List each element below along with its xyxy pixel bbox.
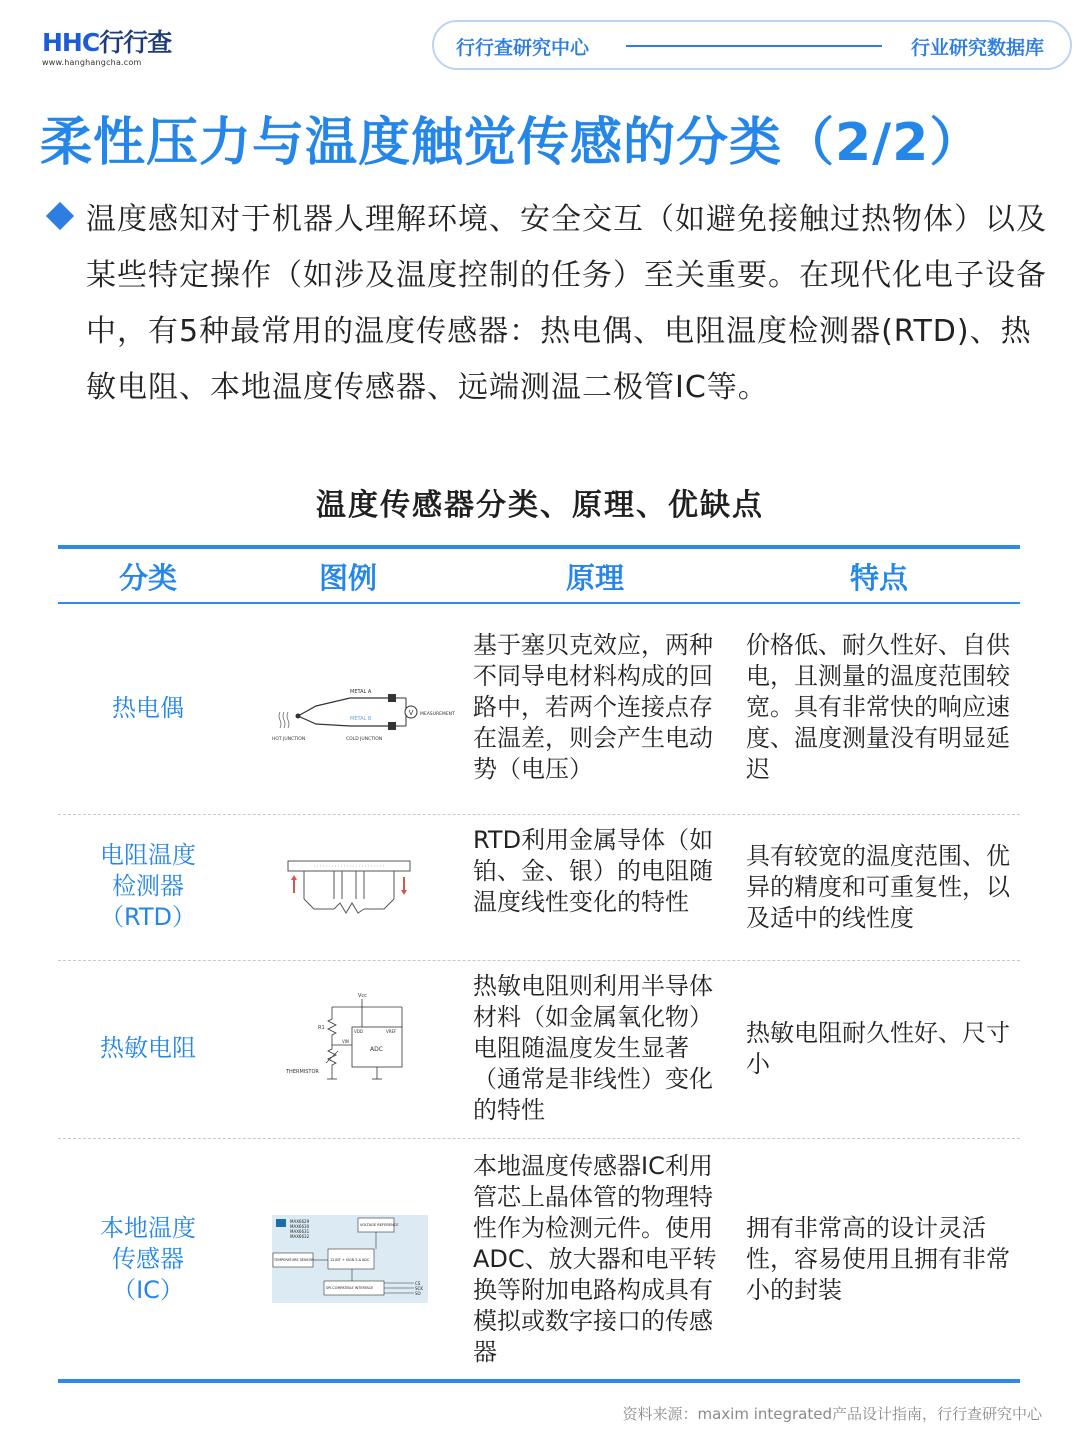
part-label: MAX6631 bbox=[290, 1229, 310, 1234]
row-principle: 热敏电阻则利用半导体材料（如金属氧化物）电阻随温度发生显著（通常是非线性）变化的特性 bbox=[473, 972, 713, 1124]
table-row bbox=[58, 961, 1020, 1137]
logo-url: www.hanghangcha.com bbox=[42, 58, 142, 67]
ic-block-diagram bbox=[272, 1215, 432, 1307]
hot-junction-label: HOT JUNCTION bbox=[272, 737, 306, 742]
table-row bbox=[58, 1139, 1020, 1377]
header-category: 分类 bbox=[118, 561, 177, 595]
row-principle: 基于塞贝克效应，两种不同导电材料构成的回路中，若两个连接点存在温差，则会产生电动势（电压） bbox=[473, 631, 713, 783]
temperature-sensor-label: TEMPERATURE SENSOR bbox=[274, 1258, 314, 1262]
metal-b-label: METAL B bbox=[350, 716, 372, 722]
vref-label: VREF bbox=[386, 1029, 397, 1034]
header-banner bbox=[432, 20, 1072, 70]
logo-cn: 行行查 bbox=[99, 28, 172, 57]
part-label: MAX6629 bbox=[290, 1219, 310, 1224]
row-features: 具有较宽的温度范围、优异的精度和可重复性，以及适中的线性度 bbox=[746, 842, 1010, 932]
pin-label: CS bbox=[415, 1281, 421, 1286]
table-row bbox=[58, 815, 1020, 959]
row-features: 拥有非常高的设计灵活性，容易使用且拥有非常小的封装 bbox=[746, 1214, 1010, 1304]
cold-junction-label: COLD JUNCTION bbox=[346, 737, 383, 742]
vcc-label: Vcc bbox=[358, 993, 367, 999]
row-category: 热敏电阻 bbox=[100, 1034, 196, 1062]
row-features: 价格低、耐久性好、自供电，且测量的温度范围较宽。具有非常快的响应速度、温度测量没有明显延迟 bbox=[746, 631, 1010, 783]
row-principle: 本地温度传感器IC利用管芯上晶体管的物理特性作为检测元件。使用ADC、放大器和电平转换等附加电路构成具有模拟或数字接口的传感器 bbox=[473, 1152, 717, 1366]
header-features: 特点 bbox=[849, 561, 908, 595]
row-category: 电阻温度 检测器 （RTD） bbox=[99, 841, 197, 931]
logo bbox=[42, 28, 192, 74]
pin-label: SCK bbox=[415, 1286, 423, 1291]
header-principle: 原理 bbox=[565, 561, 624, 595]
row-principle: RTD利用金属导体（如铂、金、银）的电阻随温度线性变化的特性 bbox=[473, 826, 714, 916]
source-note: 资料来源：maxim integrated产品设计指南，行行查研究中心 bbox=[622, 1405, 1042, 1423]
adc-block-label: 12-BIT + SIGN Σ-Δ ADC bbox=[330, 1258, 370, 1262]
intro-text: 温度感知对于机器人理解环境、安全交互（如避免接触过热物体）以及某些特定操作（如涉及温度控制的任务）至关重要。在现代化电子设备中，有5种最常用的温度传感器：热电偶、电阻温度检测器(RTD)、热敏电阻、本地温度传感器、远端测温二极管IC等。 bbox=[86, 202, 1047, 405]
measurement-label: MEASUREMENT bbox=[420, 712, 455, 717]
header-research-center: 行行查研究中心 bbox=[456, 37, 590, 59]
page-title: 柔性压力与温度触觉传感的分类（2/2） bbox=[40, 113, 983, 173]
pin-label: SO bbox=[415, 1291, 421, 1296]
adc-label: ADC bbox=[370, 1046, 383, 1053]
thermistor-diagram bbox=[282, 987, 442, 1091]
meter-v-label: V bbox=[408, 709, 414, 717]
diamond-bullet-icon bbox=[46, 202, 74, 230]
rtd-diagram bbox=[284, 853, 444, 927]
table-row bbox=[58, 604, 1020, 814]
vdd-label: VDD bbox=[354, 1029, 363, 1034]
header-database: 行业研究数据库 bbox=[910, 37, 1044, 59]
row-features: 热敏电阻耐久性好、尺寸小 bbox=[746, 1019, 1010, 1078]
row-category: 本地温度 传感器 （IC） bbox=[100, 1214, 196, 1304]
intro-paragraph bbox=[44, 192, 1054, 416]
thermistor-label: THERMISTOR bbox=[286, 1069, 319, 1075]
table-top-rule bbox=[58, 545, 1020, 549]
header-divider-line bbox=[626, 45, 882, 47]
spi-interface-label: SPI-COMPATIBLE INTERFACE bbox=[326, 1286, 374, 1290]
metal-a-label: METAL A bbox=[350, 689, 372, 695]
table-title: 温度传感器分类、原理、优缺点 bbox=[316, 488, 764, 523]
row-category: 热电偶 bbox=[112, 694, 184, 722]
voltage-reference-label: VOLTAGE REFERENCE bbox=[360, 1223, 399, 1227]
thermocouple-diagram bbox=[270, 662, 455, 756]
logo-wordmark bbox=[42, 28, 192, 58]
logo-brand: HHC bbox=[42, 28, 100, 57]
header-figure: 图例 bbox=[318, 561, 377, 595]
table-bottom-rule bbox=[58, 1379, 1020, 1383]
part-label: MAX6630 bbox=[290, 1224, 310, 1229]
vin-label: VIN bbox=[342, 1039, 349, 1044]
part-label: MAX6632 bbox=[290, 1234, 310, 1239]
r1-label: R1 bbox=[318, 1025, 325, 1031]
